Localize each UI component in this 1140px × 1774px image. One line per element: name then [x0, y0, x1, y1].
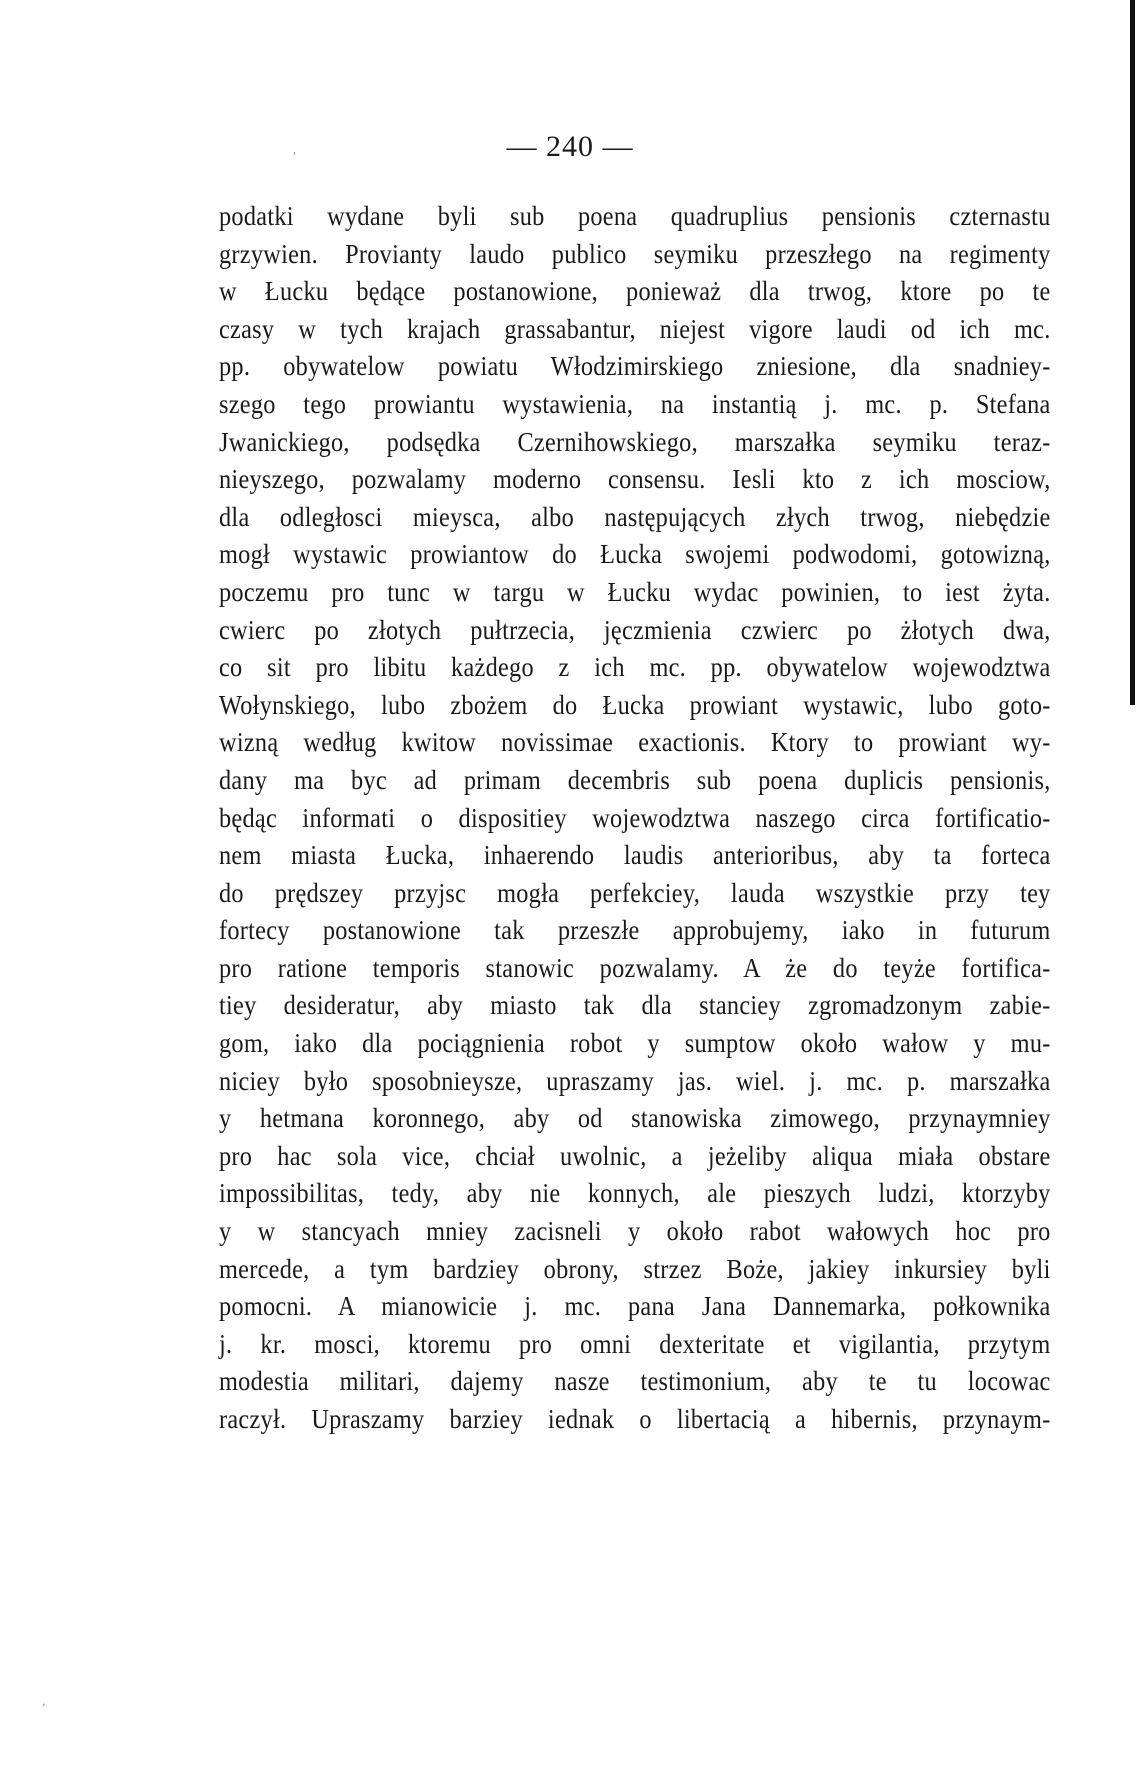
text-line: do prędszey przyjsc mogła perfekciey, lauda wszystkie przy tey — [219, 877, 1051, 908]
text-line: w Łucku będące postanowione, ponieważ dla trwog, ktore po te — [219, 276, 1051, 307]
text-line: nieyszego, pozwalamy moderno consensu. Iesli kto z ich mosciow, — [219, 464, 1051, 495]
text-line: dany ma byc ad primam decembris sub poena duplicis pensionis, — [219, 764, 1051, 795]
text-line: szego tego prowiantu wystawienia, na instantią j. mc. p. Stefana — [219, 388, 1051, 419]
text-line: impossibilitas, tedy, aby nie konnych, ale pieszych ludzi, ktorzyby — [219, 1178, 1051, 1209]
text-line: cwierc po złotych pułtrzecia, jęczmienia czwierc po żłotych dwa, — [219, 614, 1051, 645]
text-line: fortecy postanowione tak przeszłe approbujemy, iako in futurum — [219, 915, 1051, 946]
text-line: grzywien. Provianty laudo publico seymiku przeszłego na regimenty — [219, 238, 1051, 269]
text-line: niciey było sposobnieysze, upraszamy jas. wiel. j. mc. p. marszałka — [219, 1065, 1051, 1096]
text-line: dla odległosci mieysca, albo następujących złych trwog, niebędzie — [219, 501, 1051, 532]
text-line: y hetmana koronnego, aby od stanowiska zimowego, przynaymniey — [219, 1103, 1051, 1134]
text-line: raczył. Upraszamy barziey iednak o libertacią a hibernis, przynaym- — [219, 1404, 1051, 1434]
text-line: co sit pro libitu każdego z ich mc. pp. obywatelow wojewodztwa — [219, 652, 1051, 683]
text-line: wizną według kwitow novissimae exactionis. Ktory to prowiant wy- — [219, 727, 1051, 758]
text-line: będąc informati o dispositiey wojewodztwa naszego circa fortificatio- — [219, 802, 1051, 833]
text-line: czasy w tych krajach grassabantur, niejest vigore laudi od ich mc. — [219, 313, 1051, 344]
text-line: mercede, a tym bardziey obrony, strzez Boże, jakiey inkursiey byli — [219, 1253, 1051, 1284]
text-line: Jwanickiego, podsędka Czernihowskiego, marszałka seymiku teraz- — [219, 426, 1051, 457]
text-line: y w stancyach mniey zacisneli y około rabot wałowych hoc pro — [219, 1216, 1051, 1247]
text-line: nem miasta Łucka, inhaerendo laudis anterioribus, aby ta forteca — [219, 840, 1051, 871]
scan-speck: ’ — [292, 150, 297, 165]
right-edge-rule — [1130, 0, 1135, 705]
text-line: mogł wystawic prowiantow do Łucka swojemi podwodomi, gotowizną, — [219, 539, 1051, 570]
text-line: gom, iako dla pociągnienia robot y sumptow około wałow y mu- — [219, 1028, 1051, 1059]
text-line: modestia militari, dajemy nasze testimonium, aby te tu locowac — [219, 1366, 1051, 1397]
text-line: pp. obywatelow powiatu Włodzimirskiego zniesione, dla snadniey- — [219, 351, 1051, 382]
body-text — [219, 198, 1051, 1439]
scan-speck: , — [42, 1694, 46, 1709]
text-line: pomocni. A mianowicie j. mc. pana Jana Dannemarka, połkownika — [219, 1291, 1051, 1322]
text-line: pro ratione temporis stanowic pozwalamy. A że do teyże fortifica- — [219, 952, 1051, 983]
page-number: — 240 — — [506, 130, 634, 163]
text-line: pro hac sola vice, chciał uwolnic, a jeżeliby aliqua miała obstare — [219, 1140, 1051, 1171]
text-line: podatki wydane byli sub poena quadruplius pensionis czternastu — [219, 201, 1051, 231]
text-line: tiey desideratur, aby miasto tak dla stanciey zgromadzonym zabie- — [219, 990, 1051, 1021]
text-line: Wołynskiego, lubo zbożem do Łucka prowiant wystawic, lubo goto- — [219, 689, 1051, 720]
text-line: j. kr. mosci, ktoremu pro omni dexteritate et vigilantia, przytym — [219, 1328, 1051, 1359]
text-line: poczemu pro tunc w targu w Łucku wydac powinien, to iest żyta. — [219, 576, 1051, 607]
